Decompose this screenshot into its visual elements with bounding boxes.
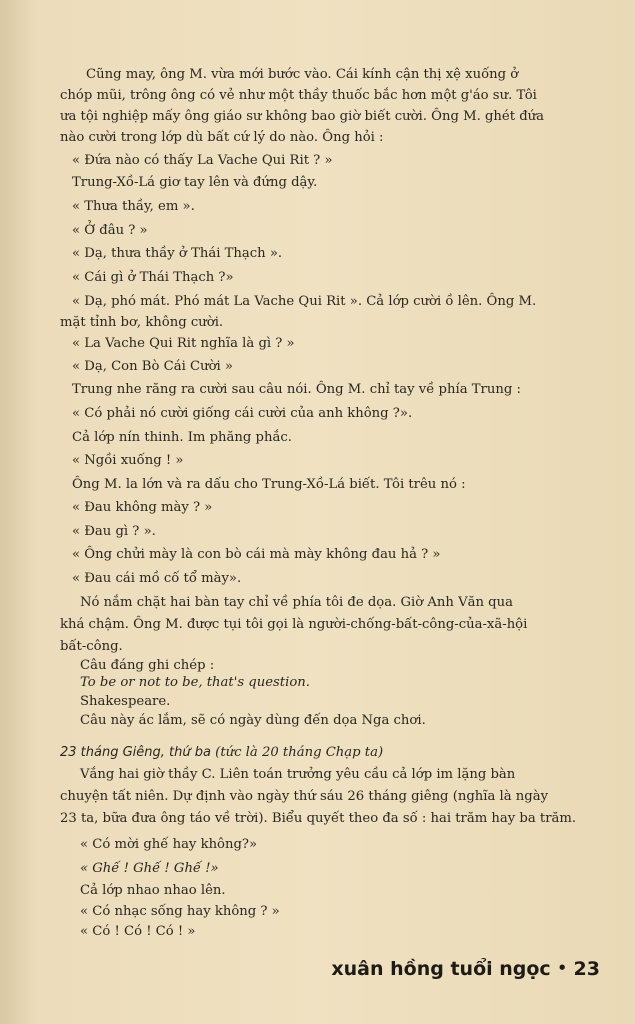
dialogue-line: « Đứa nào có thấy La Vache Qui Rit ? » xyxy=(72,153,333,168)
dialogue-line: « Dạ, Con Bò Cái Cười » xyxy=(72,359,233,374)
dialogue-line: « Có ! Có ! Có ! » xyxy=(80,924,196,939)
paragraph-line: Câu này ác lắm, sẽ có ngày dùng đến dọa Nga chơi. xyxy=(80,713,426,728)
diary-date-lunar: (tức là 20 tháng Chạp ta) xyxy=(215,745,384,760)
footer-separator: • xyxy=(557,959,567,977)
paragraph-line: Cả lớp nín thinh. Im phăng phắc. xyxy=(72,430,292,445)
dialogue-line: « Thưa thầy, em ». xyxy=(72,199,195,214)
dialogue-line: « Ở đâu ? » xyxy=(72,223,148,238)
paragraph-line: ưa tội nghiệp mấy ông giáo sư không bao giờ biết cười. Ông M. ghét đứa xyxy=(60,109,544,124)
paragraph-line: Vắng hai giờ thầy C. Liên toán trưởng yêu cầu cả lớp im lặng bàn xyxy=(80,767,516,782)
paragraph-line: « Dạ, phó mát. Phó mát La Vache Qui Rit ». Cả lớp cười ồ lên. Ông M. xyxy=(72,294,537,309)
diary-date-heading xyxy=(60,742,600,764)
paragraph-line: Ông M. la lớn và ra dấu cho Trung-Xồ-Lá biết. Tôi trêu nó : xyxy=(72,477,466,492)
paragraph-line: bất-công. xyxy=(60,639,123,654)
dialogue-line: « Đau gì ? ». xyxy=(72,524,156,539)
paragraph-line: chuyện tất niên. Dự định vào ngày thứ sáu 26 tháng giêng (nghĩa là ngày xyxy=(60,789,549,804)
paragraph-line: mặt tỉnh bơ, không cười. xyxy=(60,315,224,330)
paragraph-line: Trung nhe răng ra cười sau câu nói. Ông M. chỉ tay về phía Trung : xyxy=(72,382,521,397)
dialogue-line: « Đau cái mồ cố tổ mày». xyxy=(72,571,242,586)
paragraph-line: khá chậm. Ông M. được tụi tôi gọi là người-chống-bất-công-của-xã-hội xyxy=(60,617,528,632)
page-number: 23 xyxy=(573,958,600,980)
paragraph-line: Cả lớp nhao nhao lên. xyxy=(80,883,226,898)
quote-author: Shakespeare. xyxy=(80,694,171,709)
paragraph-line: chóp mũi, trông ông có vẻ như một thầy thuốc bắc hơn một g'áo sư. Tôi xyxy=(60,88,537,103)
dialogue-line: « Có nhạc sống hay không ? » xyxy=(80,904,280,919)
dialogue-line: « Ngồi xuống ! » xyxy=(72,453,184,468)
page-footer xyxy=(318,958,600,980)
dialogue-line: « La Vache Qui Rit nghĩa là gì ? » xyxy=(72,336,295,351)
diary-date: 23 tháng Giêng, thứ ba xyxy=(60,745,211,760)
dialogue-line: « Có phải nó cười giống cái cười của anh không ?». xyxy=(72,406,413,421)
dialogue-line: « Ghế ! Ghế ! Ghế !» xyxy=(80,861,219,876)
dialogue-line: « Dạ, thưa thầy ở Thái Thạch ». xyxy=(72,246,283,261)
dialogue-line: « Cái gì ở Thái Thạch ?» xyxy=(72,270,234,285)
dialogue-line: « Đau không mày ? » xyxy=(72,500,213,515)
dialogue-line: « Có mời ghế hay không?» xyxy=(80,837,258,852)
paragraph-line: 23 ta, bữa đưa ông táo về trời). Biểu quyết theo đa số : hai trăm hay ba trăm. xyxy=(60,811,577,826)
paragraph-line: Trung-Xồ-Lá giơ tay lên và đứng dậy. xyxy=(72,175,318,190)
book-title: xuân hồng tuổi ngọc xyxy=(331,958,551,980)
quote-line: To be or not to be, that's question. xyxy=(80,675,310,690)
paragraph-line: Câu đáng ghi chép : xyxy=(80,658,215,673)
paragraph-line: nào cười trong lớp dù bất cứ lý do nào. Ông hỏi : xyxy=(60,130,384,145)
dialogue-line: « Ông chửi mày là con bò cái mà mày không đau hả ? » xyxy=(72,547,441,562)
paragraph-line: Cũng may, ông M. vừa mới bước vào. Cái kính cận thị xệ xuống ở xyxy=(86,67,519,82)
paragraph-line: Nó nắm chặt hai bàn tay chỉ về phía tôi đe dọa. Giờ Anh Văn qua xyxy=(80,595,513,610)
